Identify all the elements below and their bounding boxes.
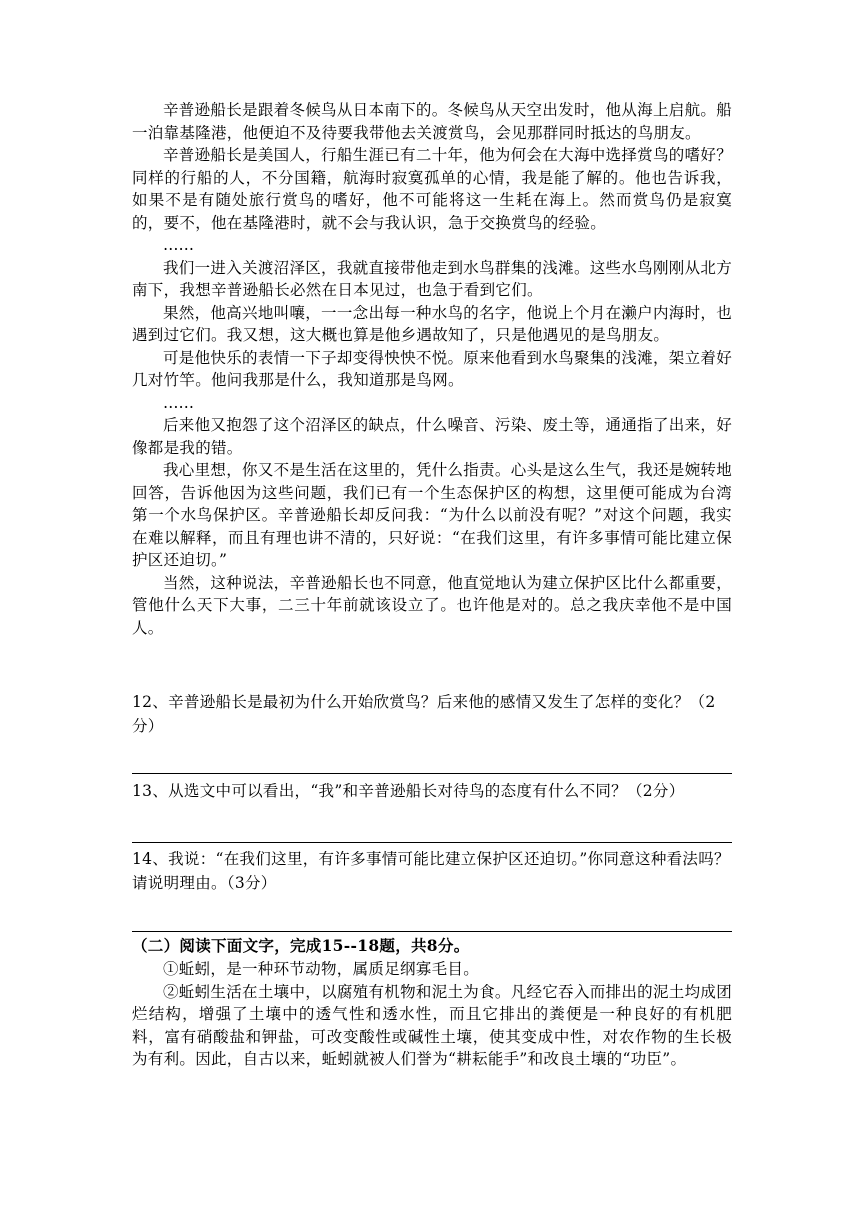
passage-paragraph: 我们一进入关渡沼泽区，我就直接带他走到水鸟群集的浅滩。这些水鸟刚刚从北方南下，我想辛普逊船长必然在日本见过，也急于看到它们。: [132, 258, 732, 299]
question-text: 14、我说：“在我们这里，有许多事情可能比建立保护区还迫切。”你同意这种看法吗？请说明理由。（3分）: [132, 850, 730, 892]
ellipsis: ……: [163, 236, 194, 254]
passage-paragraph: ②蚯蚓生活在土壤中，以腐殖有机物和泥土为食。凡经它吞入而排出的泥土均成团烂结构，增强了土壤中的透气性和透水性，而且它排出的粪便是一种良好的有机肥料，富有硝酸盐和钾盐，可改变酸性或碱性土壤，使其变成中性，对农作物的生长极为有利。因此，自古以来，蚯蚓就被人们誉为“耕耘能手”和改良土壤的“功臣”。: [132, 982, 732, 1068]
passage-paragraph: 后来他又抱怨了这个沼泽区的缺点，什么噪音、污染、废土等，通通指了出来，好像都是我的错。: [132, 416, 732, 457]
passage-paragraph: 当然，这种说法，辛普逊船长也不同意，他直觉地认为建立保护区比什么都重要，管他什么天下大事，二三十年前就该设立了。也许他是对的。总之我庆幸他不是中国人。: [132, 573, 732, 637]
passage-paragraph: 果然，他高兴地叫嚷，一一念出每一种水鸟的名字，他说上个月在濑户内海时，也遇到过它们。我又想，这大概也算是他乡遇故知了，只是他遇见的是鸟朋友。: [132, 303, 732, 344]
passage-paragraph: 我心里想，你又不是生活在这里的，凭什么指责。心头是这么生气，我还是婉转地回答，告诉他因为这些问题，我们已有一个生态保护区的构想，这里便可能成为台湾第一个水鸟保护区。辛普逊船长却反问我：“为什么以前没有呢？”对这个问题，我实在难以解释，而且有理也讲不清的，只好说：“在我们这里，有许多事情可能比建立保护区还迫切。”: [132, 461, 732, 569]
passage-paragraph: 辛普逊船长是美国人，行船生涯已有二十年，他为何会在大海中选择赏鸟的嗜好？同样的行船的人，不分国籍，航海时寂寞孤单的心情，我是能了解的。他也告诉我，如果不是有随处旅行赏鸟的嗜好，他不可能将这一生耗在海上。然而赏鸟仍是寂寞的，要不，他在基隆港时，就不会与我认识，急于交换赏鸟的经验。: [132, 146, 732, 232]
question-12: [132, 690, 732, 738]
reading-passage: [132, 99, 732, 639]
reading-section-2: [132, 934, 732, 1071]
ellipsis: ……: [163, 393, 194, 412]
passage-paragraph: 辛普逊船长是跟着冬候鸟从日本南下的。冬候鸟从天空出发时，他从海上启航。船一泊靠基隆港，他便迫不及待要我带他去关渡赏鸟，会见那群同时抵达的鸟朋友。: [132, 101, 732, 142]
question-14: [132, 847, 732, 895]
answer-line[interactable]: [132, 842, 732, 843]
answer-line[interactable]: [132, 931, 732, 932]
passage-paragraph: ①蚯蚓，是一种环节动物，属质足纲寡毛目。: [163, 960, 480, 978]
answer-line[interactable]: [132, 773, 732, 774]
question-13: [132, 779, 732, 803]
passage-paragraph: 可是他快乐的表情一下子却变得怏怏不悦。原来他看到水鸟聚集的浅滩，架立着好几对竹竿。他问我那是什么，我知道那是鸟网。: [132, 348, 732, 389]
question-text: 12、辛普逊船长是最初为什么开始欣赏鸟？后来他的感情又发生了怎样的变化？（2分）: [132, 693, 716, 735]
question-text: 13、从选文中可以看出，“我”和辛普逊船长对待鸟的态度有什么不同？（2分）: [132, 782, 685, 800]
section-heading: （二）阅读下面文字，完成15--18题，共8分。: [132, 936, 470, 955]
